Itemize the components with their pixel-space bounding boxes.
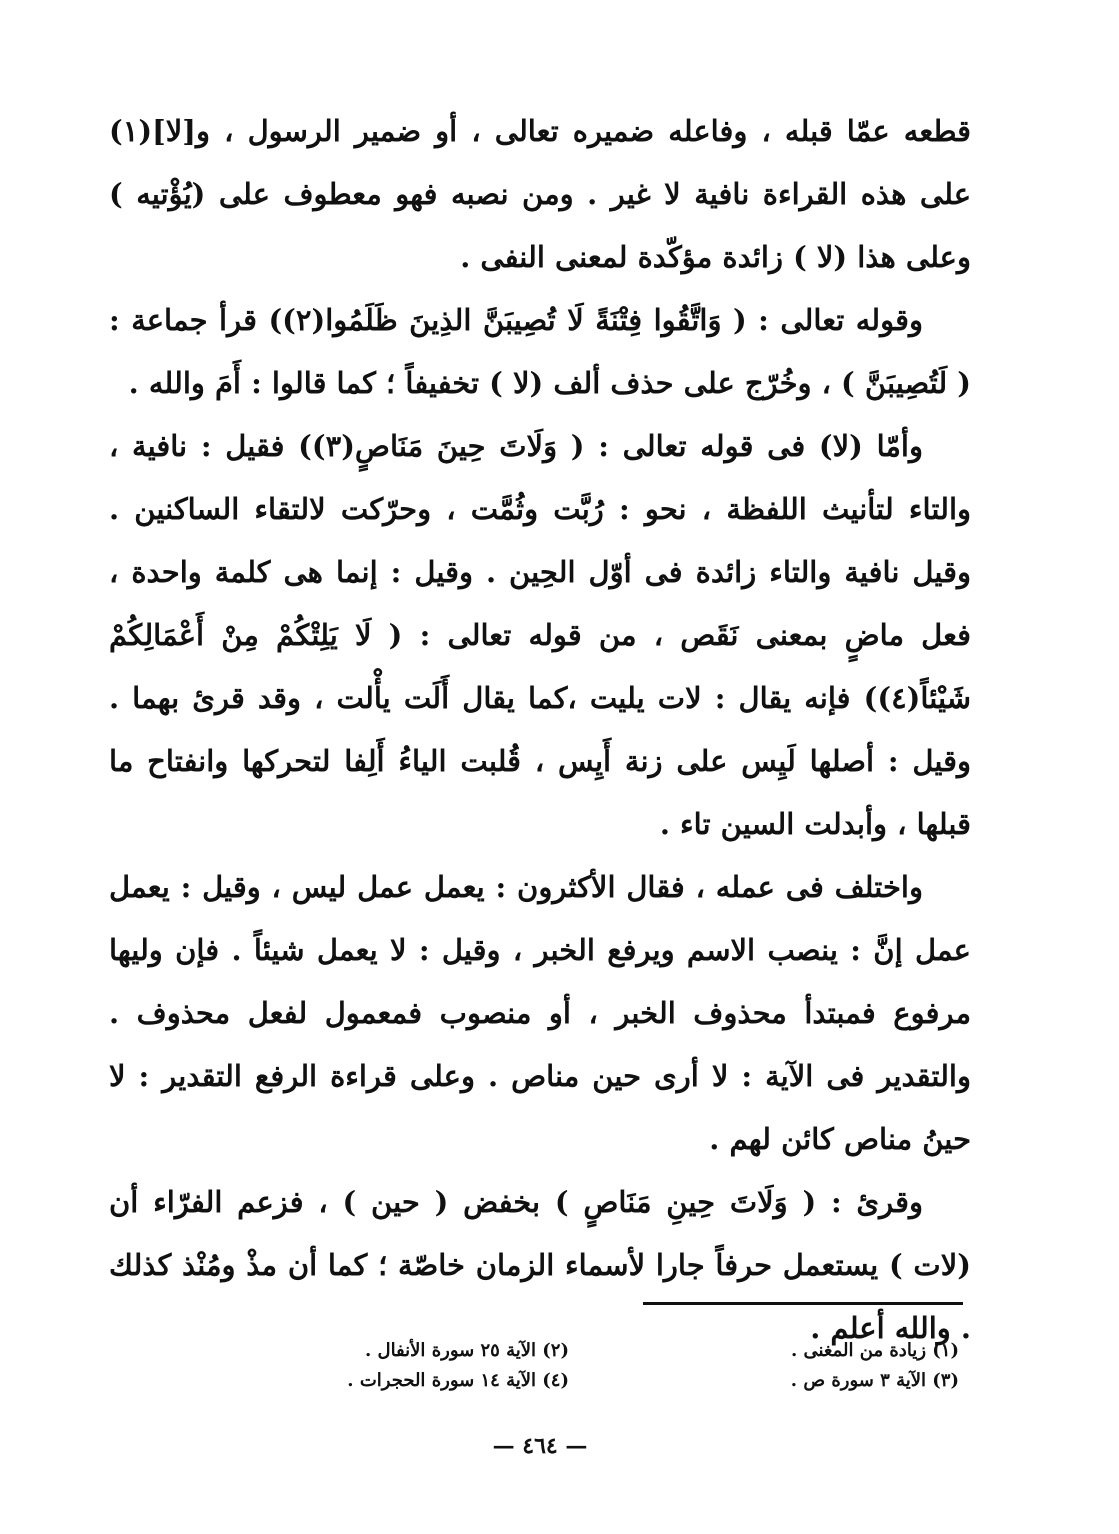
paragraph-5: وقرئ : ( وَلَاتَ حِينِ مَنَاصٍ ) بخفض ( حين ) ، فزعم الفرّاء أن (لات ) يستعمل حرفاً جارا لأسماء الزمان خاصّة ؛ كما أن مذْ ومُنْذ كذلك . والله أعلم . <box>109 1185 971 1345</box>
footnote-2: (٢) الآية ٢٥ سورة الأنفال . <box>364 1340 569 1361</box>
footnote-4: (٤) الآية ١٤ سورة الحجرات . <box>347 1370 569 1391</box>
footnote-1: (١) زيادة من المغنى . <box>790 1340 959 1361</box>
footnote-divider <box>643 1302 963 1305</box>
paragraph-4: واختلف فى عمله ، فقال الأكثرون : يعمل عمل ليس ، وقيل : يعمل عمل إنَّ : ينصب الاسم ويرفع الخبر ، وقيل : لا يعمل شيئاً . فإن وليها مرفوع فمبتدأ محذوف الخبر ، أو منصوب فمعمول لفعل محذوف . والتقدير فى الآية : لا أرى حين مناص . وعلى قراءة الرفع التقدير : لا حينُ مناص كائن لهم . <box>109 870 971 1156</box>
paragraph-1: قطعه عمّا قبله ، وفاعله ضميره تعالى ، أو ضمير الرسول ، و[لا](١) على هذه القراءة نافية لا غير . ومن نصبه فهو معطوف على (يُؤْتيه ) وعلى هذا (لا ) زائدة مؤكّدة لمعنى النفى . <box>109 114 971 274</box>
paragraph-3: وأمّا (لا) فى قوله تعالى : ( وَلَاتَ حِينَ مَنَاصٍ(٣)) فقيل : نافية ، والتاء لتأنيث اللفظة ، نحو : رُبَّت وثُمَّت ، وحرّكت لالتقاء الساكنين . وقيل نافية والتاء زائدة فى أوّل الحِين . وقيل : إنما هى كلمة واحدة ، فعل ماضٍ بمعنى نَقَص ، من قوله تعالى : ( لَا يَلِتْكُمْ مِنْ أَعْمَالِكُمْ شَيْئاً(٤)) فإنه يقال : لات يليت ،كما يقال أَلَت يأْلت ، وقد قرئ بهما . وقيل : أصلها لَيِس على زنة أَيِس ، قُلبت الياءُ أَلِفا لتحركها وانفتاح ما قبلها ، وأبدلت السين تاء . <box>109 429 971 841</box>
footnote-3: (٣) الآية ٣ سورة ص . <box>790 1370 959 1391</box>
page-number: — ٤٦٤ — <box>492 1433 588 1459</box>
paragraph-2: وقوله تعالى : ( وَاتَّقُوا فِتْنَةً لَا تُصِيبَنَّ الذِينَ ظَلَمُوا(٢)) قرأ جماعة : ( لَتُصِيبَنَّ ) ، وخُرّج على حذف ألف (لا ) تخفيفاً ؛ كما قالوا : أَمَ والله . <box>109 303 971 400</box>
main-text <box>109 100 971 1360</box>
footnotes <box>259 1340 959 1410</box>
